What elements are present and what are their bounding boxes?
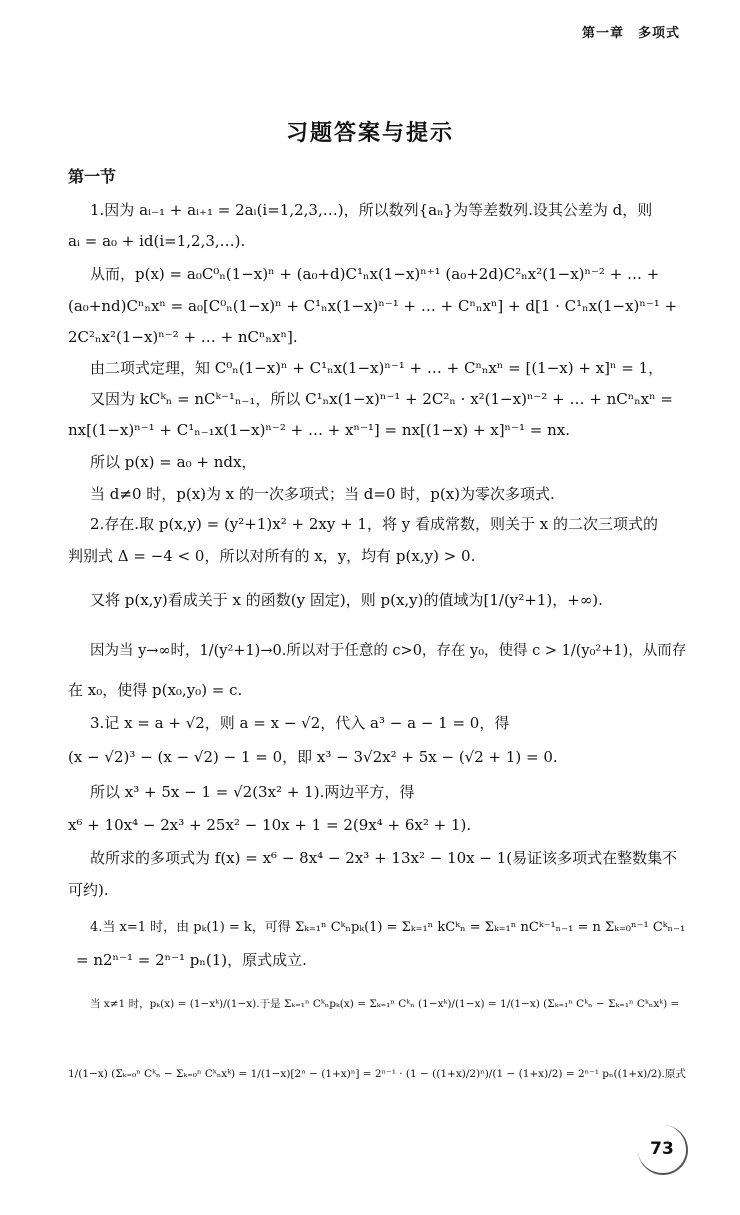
text-line: 从而，p(x) = a₀C⁰ₙ(1−x)ⁿ + (a₀+d)C¹ₙx(1−x)ⁿ⁺¹ (a₀+2d)C²ₙx²(1−x)ⁿ⁻² + … + — [90, 265, 660, 283]
topic-label: 多项式 — [637, 26, 680, 41]
text-line: 所以 x³ + 5x − 1 = √2(3x² + 1).两边平方，得 — [90, 783, 415, 801]
text-line: 4.当 x=1 时，由 pₖ(1) = k，可得 Σₖ₌₁ⁿ Cᵏₙpₖ(1) = Σₖ₌₁ⁿ kCᵏₙ = Σₖ₌₁ⁿ nCᵏ⁻¹ₙ₋₁ = n Σₖ₌₀ⁿ⁻¹ Cᵏₙ₋₁ — [90, 920, 686, 935]
chapter-label: 第一章 — [581, 26, 624, 41]
text-line: x⁶ + 10x⁴ − 2x³ + 25x² − 10x + 1 = 2(9x⁴ + 6x² + 1). — [68, 816, 472, 834]
text-line: 1/(1−x) (Σₖ₌₀ⁿ Cᵏₙ − Σₖ₌₀ⁿ Cᵏₙxᵏ) = 1/(1−x)[2ⁿ − (1+x)ⁿ] = 2ⁿ⁻¹ · (1 − ((1+x)/2)ⁿ)/(1 − (1+x)/2) = 2ⁿ⁻¹ pₙ((1+x)/2).原式 — [68, 1068, 686, 1080]
text-line: 1.因为 aᵢ₋₁ + aᵢ₊₁ = 2aᵢ(i=1,2,3,…)，所以数列{aₙ}为等差数列.设其公差为 d，则 — [90, 201, 653, 219]
text-line: 3.记 x = a + √2，则 a = x − √2，代入 a³ − a − 1 = 0，得 — [90, 714, 510, 732]
text-line: aᵢ = a₀ + id(i=1,2,3,…). — [68, 232, 246, 250]
text-line: (x − √2)³ − (x − √2) − 1 = 0，即 x³ − 3√2x² + 5x − (√2 + 1) = 0. — [68, 748, 558, 766]
text-line: 当 x≠1 时，pₖ(x) = (1−xᵏ)/(1−x).于是 Σₖ₌₁ⁿ Cᵏₙpₖ(x) = Σₖ₌₁ⁿ Cᵏₙ (1−xᵏ)/(1−x) = 1/(1−x) (Σₖ₌₁ⁿ Cᵏₙ − Σₖ₌₁ⁿ Cᵏₙxᵏ) = — [90, 998, 680, 1010]
text-line: 2.存在.取 p(x,y) = (y²+1)x² + 2xy + 1，将 y 看成常数，则关于 x 的二次三项式的 — [90, 515, 658, 533]
running-header — [582, 22, 680, 41]
text-line: 故所求的多项式为 f(x) = x⁶ − 8x⁴ − 2x³ + 13x² − 10x − 1(易证该多项式在整数集不 — [90, 849, 678, 867]
text-line: 因为当 y→∞时，1/(y²+1)→0.所以对于任意的 c>0，存在 y₀，使得 c > 1/(y₀²+1)，从而存 — [90, 643, 687, 659]
page-title: 习题答案与提示 — [285, 121, 454, 146]
page-number: 73 — [638, 1125, 688, 1175]
text-line: 当 d≠0 时，p(x)为 x 的一次多项式；当 d=0 时，p(x)为零次多项式. — [90, 485, 555, 503]
text-line: 在 x₀，使得 p(x₀,y₀) = c. — [68, 681, 243, 699]
text-line: 又将 p(x,y)看成关于 x 的函数(y 固定)，则 p(x,y)的值域为[1/(y²+1)，+∞). — [90, 591, 603, 609]
text-line: 可约). — [68, 881, 109, 899]
text-line: = n2ⁿ⁻¹ = 2ⁿ⁻¹ pₙ(1)，原式成立. — [76, 951, 307, 969]
text-line: 又因为 kCᵏₙ = nCᵏ⁻¹ₙ₋₁，所以 C¹ₙx(1−x)ⁿ⁻¹ + 2C²ₙ · x²(1−x)ⁿ⁻² + … + nCⁿₙxⁿ = — [90, 390, 673, 408]
text-line: 2C²ₙx²(1−x)ⁿ⁻² + … + nCⁿₙxⁿ]. — [68, 328, 298, 346]
text-line: 所以 p(x) = a₀ + ndx， — [90, 453, 257, 471]
section-heading: 第一节 — [68, 167, 117, 186]
text-line: 判别式 Δ = −4 < 0，所以对所有的 x，y，均有 p(x,y) > 0. — [68, 547, 476, 565]
text-line: 由二项式定理，知 C⁰ₙ(1−x)ⁿ + C¹ₙx(1−x)ⁿ⁻¹ + … + Cⁿₙxⁿ = [(1−x) + x]ⁿ = 1， — [90, 359, 664, 377]
text-line: (a₀+nd)Cⁿₙxⁿ = a₀[C⁰ₙ(1−x)ⁿ + C¹ₙx(1−x)ⁿ⁻¹ + … + Cⁿₙxⁿ] + d[1 · C¹ₙx(1−x)ⁿ⁻¹ + — [68, 297, 678, 315]
text-line: nx[(1−x)ⁿ⁻¹ + C¹ₙ₋₁x(1−x)ⁿ⁻² + … + xⁿ⁻¹] = nx[(1−x) + x]ⁿ⁻¹ = nx. — [68, 421, 570, 439]
